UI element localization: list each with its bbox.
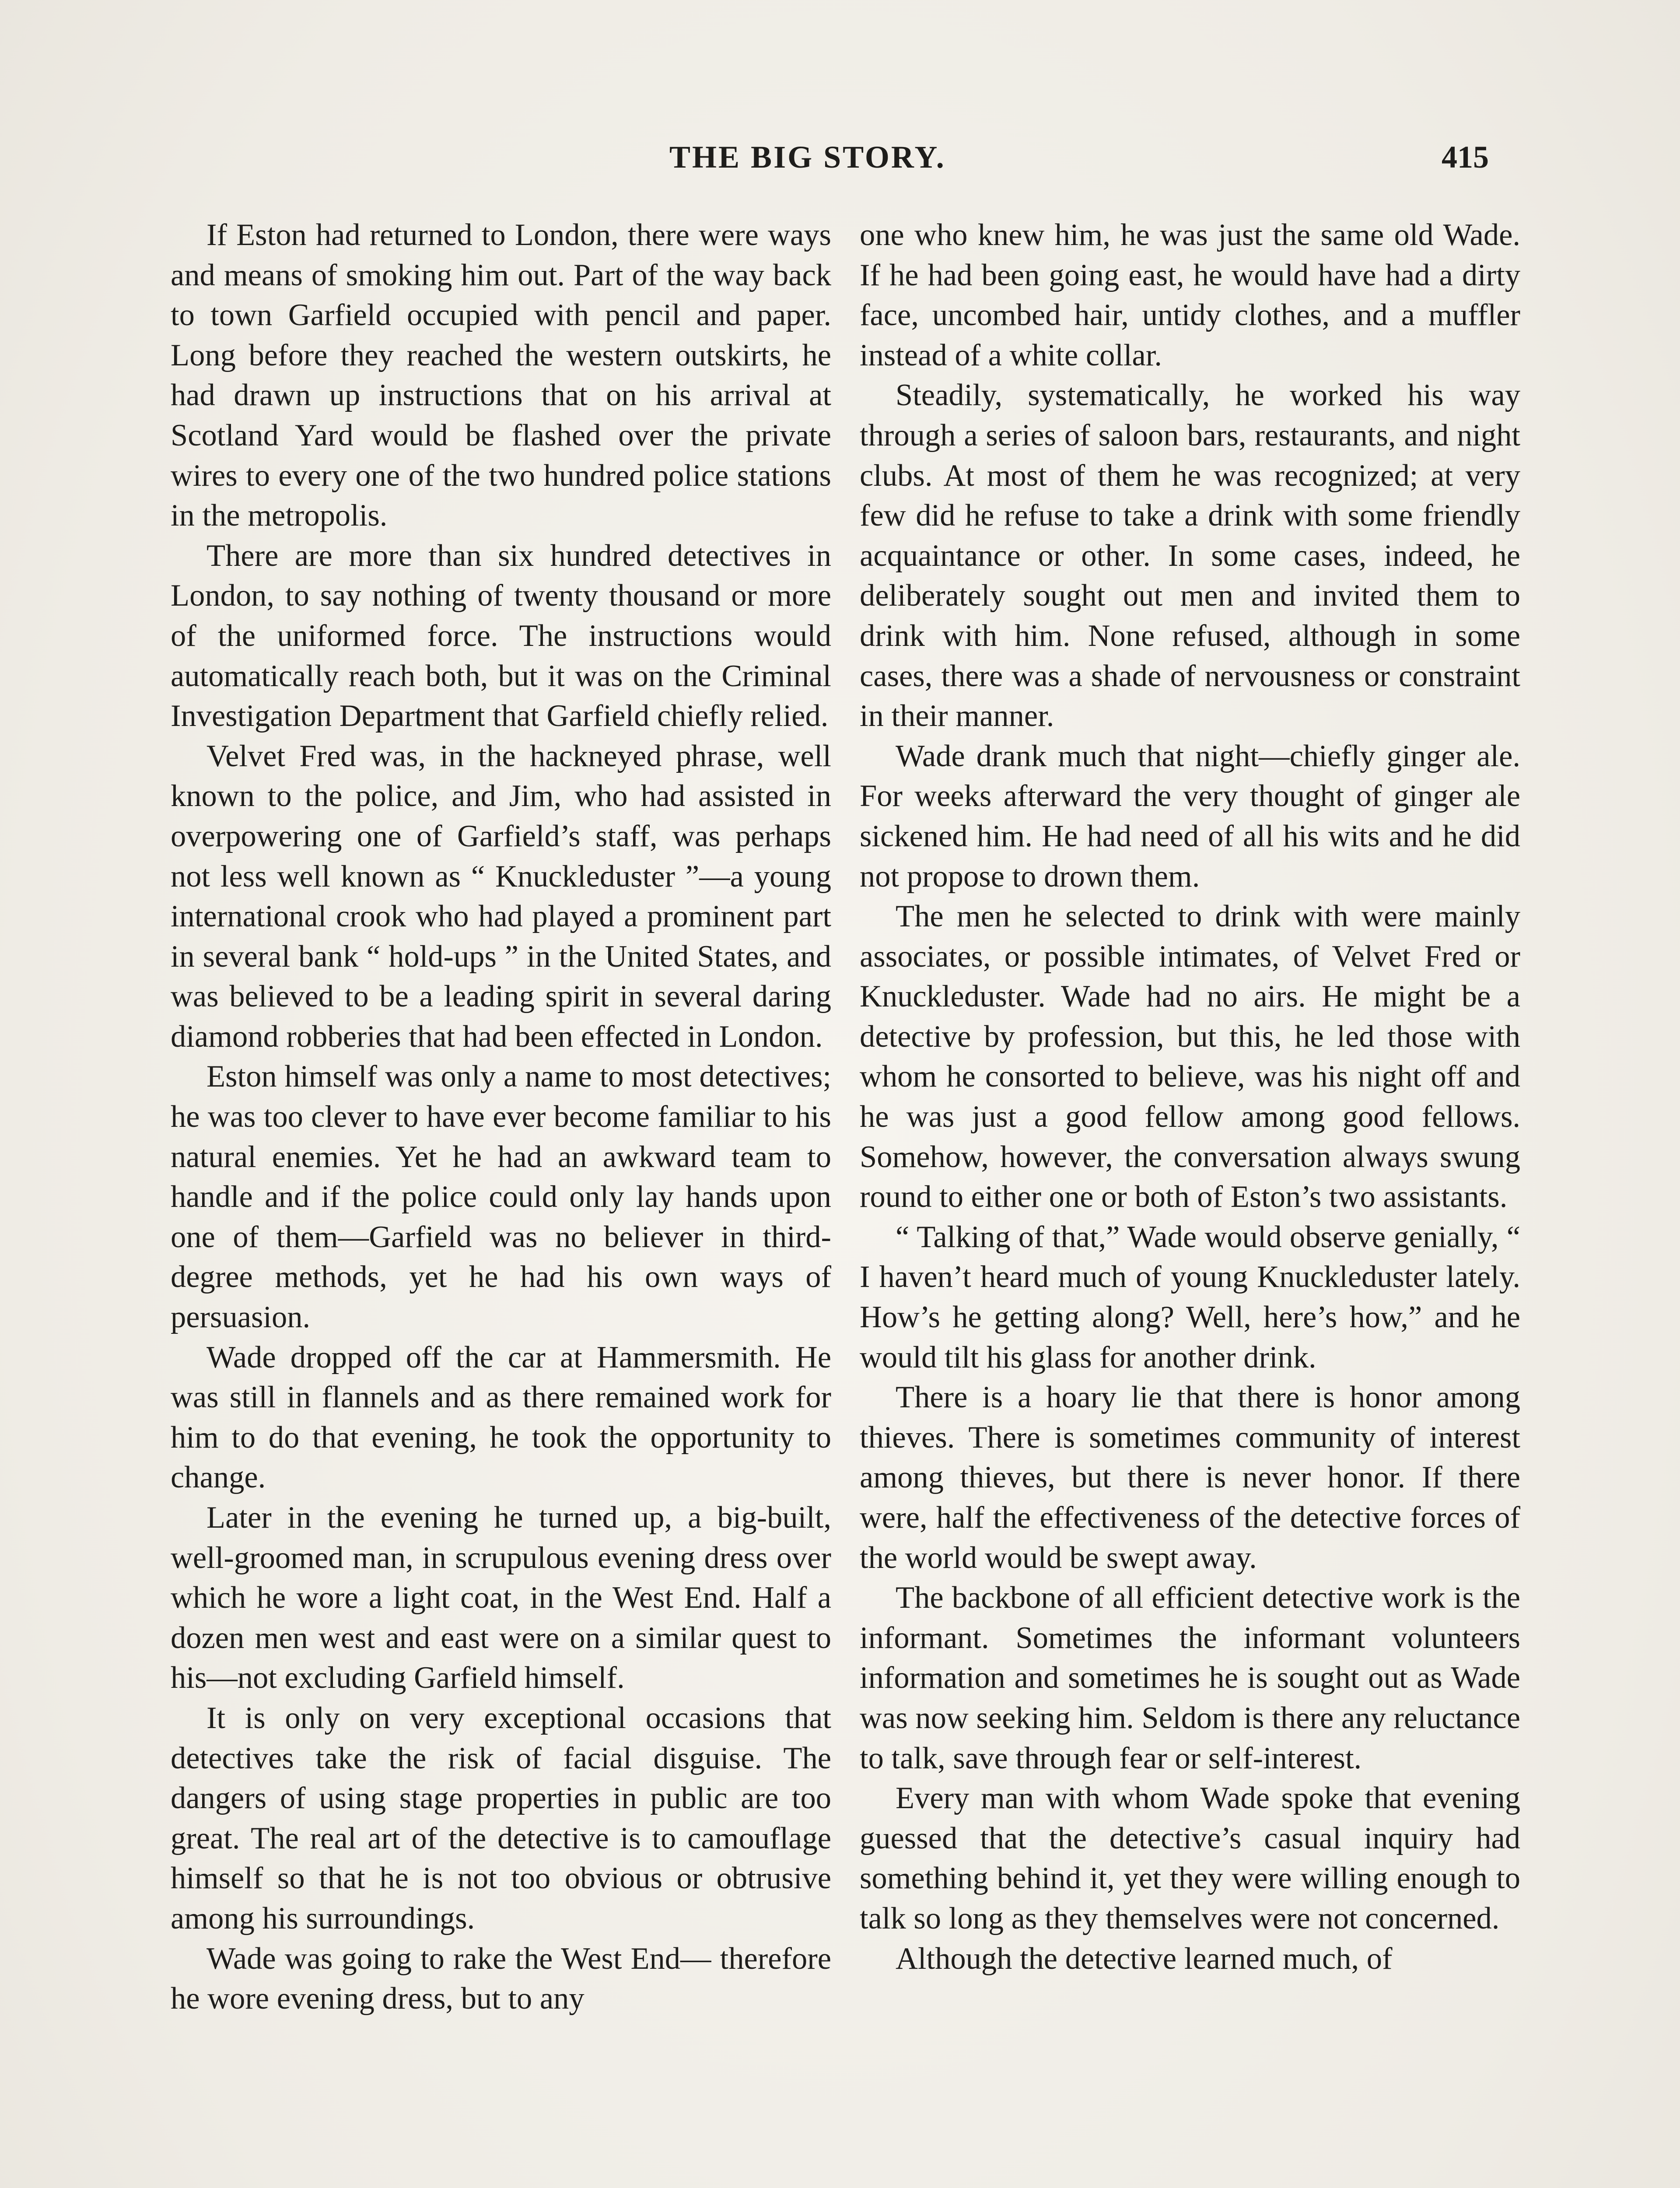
paragraph: Wade dropped off the car at Hammersmith. He was still in flannels and as there remained work for him to do that evening, he took the opportunity to change. <box>171 1340 831 1495</box>
paragraph: “ Talking of that,” Wade would observe genially, “ I haven’t heard much of young Knuckleduster lately. How’s he getting along? Well, here’s how,” and he would tilt his glass for another drink. <box>860 1220 1520 1375</box>
paragraph: Steadily, systematically, he worked his way through a series of saloon bars, restaurants, and night clubs. At most of them he was recognized; at very few did he refuse to take a drink with some friendly acquaintance or other. In some cases, indeed, he deliberately sought out men and invited them to drink with him. None refused, although in some cases, there was a shade of nervousness or constraint in their manner. <box>860 378 1520 733</box>
paragraph: The backbone of all efficient detective work is the informant. Sometimes the informant volunteers information and sometimes he is sought out as Wade was now seeking him. Seldom is there any reluctance to talk, save through fear or self-interest. <box>860 1581 1520 1775</box>
left-text-column <box>171 215 831 2019</box>
paragraph: Every man with whom Wade spoke that evening guessed that the detective’s casual inquiry had something behind it, yet they were willing enough to talk so long as they themselves were not concerned. <box>860 1781 1520 1936</box>
paragraph: There are more than six hundred detectives in London, to say nothing of twenty thousand or more of the uniformed force. The instructions would automatically reach both, but it was on the Criminal Investigation Department that Garfield chiefly relied. <box>171 538 831 733</box>
paragraph: Wade drank much that night—chiefly ginger ale. For weeks afterward the very thought of ginger ale sickened him. He had need of all his wits and he did not propose to drown them. <box>860 739 1520 894</box>
continued-paragraph: one who knew him, he was just the same old Wade. If he had been going east, he would have had a dirty face, uncombed hair, untidy clothes, and a muffler instead of a white collar. <box>860 218 1520 372</box>
paragraph: If Eston had returned to London, there were ways and means of smoking him out. Part of the way back to town Garfield occupied with pencil and paper. Long before they reached the western outskirts, he had drawn up instructions that on his arrival at Scotland Yard would be flashed over the private wires to every one of the two hundred police stations in the metropolis. <box>171 218 831 533</box>
paragraph: There is a hoary lie that there is honor among thieves. There is sometimes community of interest among thieves, but there is never honor. If there were, half the effectiveness of the detective forces of the world would be swept away. <box>860 1380 1520 1575</box>
paragraph: Eston himself was only a name to most detectives; he was too clever to have ever become familiar to his natural enemies. Yet he had an awkward team to handle and if the police could only lay hands upon one of them—Garfield was no believer in third-degree methods, yet he had his own ways of persuasion. <box>171 1059 831 1335</box>
paragraph: The men he selected to drink with were mainly associates, or possible intimates, of Velvet Fred or Knuckleduster. Wade had no airs. He might be a detective by profession, but this, he led those with whom he consorted to believe, was his night off and he was just a good fellow among good fellows. Somehow, however, the conversation always swung round to either one or both of Eston’s two assistants. <box>860 899 1520 1214</box>
paragraph: Wade was going to rake the West End— therefore he wore evening dress, but to any <box>171 1941 831 2016</box>
paragraph: It is only on very exceptional occasions that detectives take the risk of facial disguise. The dangers of using stage properties in public are too great. The real art of the detective is to camouflage himself so that he is not too obvious or obtrusive among his surroundings. <box>171 1701 831 1936</box>
paragraph: Velvet Fred was, in the hackneyed phrase, well known to the police, and Jim, who had assisted in overpowering one of Garfield’s staff, was perhaps not less well known as “ Knuckleduster ”—a young international crook who had played a prominent part in several bank “ hold-ups ” in the United States, and was believed to be a leading spirit in several daring diamond robberies that had been effected in London. <box>171 739 831 1054</box>
running-title: THE BIG STORY. <box>669 140 946 175</box>
paragraph: Later in the evening he turned up, a big-built, well-groomed man, in scrupulous evening dress over which he wore a light coat, in the West End. Half a dozen men west and east were on a similar quest to his—not excluding Garfield himself. <box>171 1501 831 1695</box>
page-number: 415 <box>1442 140 1489 175</box>
paragraph: Although the detective learned much, of <box>896 1941 1393 1976</box>
right-text-column <box>860 215 1520 1979</box>
